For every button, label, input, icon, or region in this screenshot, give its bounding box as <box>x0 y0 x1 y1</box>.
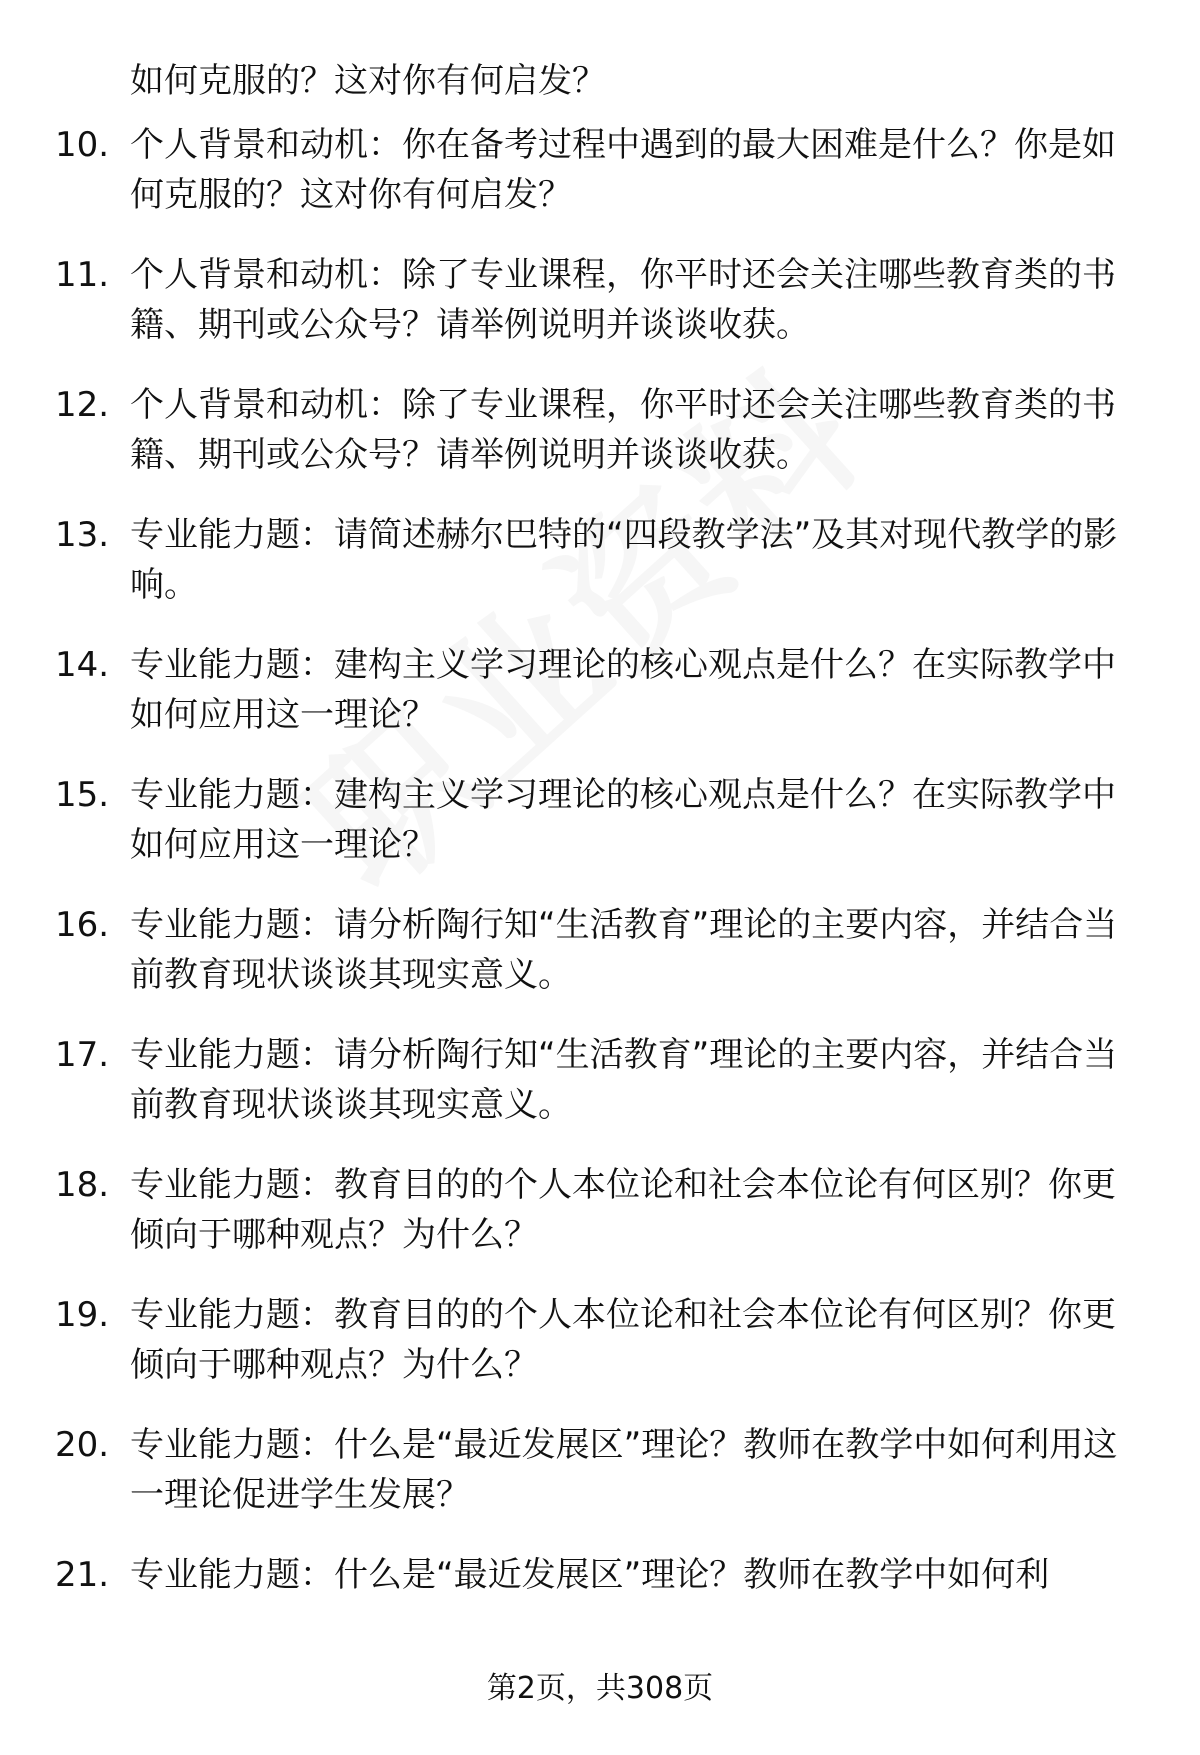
item-text: 专业能力题：请分析陶行知“生活教育”理论的主要内容，并结合当前教育现状谈谈其现实意义。 <box>130 1035 1118 1125</box>
item-number: 21. <box>55 1555 110 1595</box>
item-number: 19. <box>55 1295 110 1335</box>
item-text: 专业能力题：建构主义学习理论的核心观点是什么？在实际教学中如何应用这一理论？ <box>130 645 1116 735</box>
item-text: 专业能力题：教育目的的个人本位论和社会本位论有何区别？你更倾向于哪种观点？为什么？ <box>130 1165 1116 1255</box>
item-text: 专业能力题：请简述赫尔巴特的“四段教学法”及其对现代教学的影响。 <box>130 515 1118 605</box>
item-number: 18. <box>55 1165 110 1205</box>
item-text: 专业能力题：什么是“最近发展区”理论？教师在教学中如何利用这一理论促进学生发展？ <box>130 1425 1118 1515</box>
item-text: 专业能力题：什么是“最近发展区”理论？教师在教学中如何利 <box>130 1555 1050 1595</box>
item-number: 20. <box>55 1425 110 1465</box>
item-text: 专业能力题：请分析陶行知“生活教育”理论的主要内容，并结合当前教育现状谈谈其现实意义。 <box>130 905 1118 995</box>
item-text: 个人背景和动机：你在备考过程中遇到的最大困难是什么？你是如何克服的？这对你有何启发？ <box>130 125 1116 215</box>
item-number: 10. <box>55 125 110 165</box>
item-number: 14. <box>55 645 110 685</box>
item-number: 16. <box>55 905 110 945</box>
item-text: 个人背景和动机：除了专业课程，你平时还会关注哪些教育类的书籍、期刊或公众号？请举例说明并谈谈收获。 <box>130 255 1116 345</box>
item-number: 15. <box>55 775 110 815</box>
item-number: 13. <box>55 515 110 555</box>
item-number: 12. <box>55 385 110 425</box>
item-text: 个人背景和动机：除了专业课程，你平时还会关注哪些教育类的书籍、期刊或公众号？请举例说明并谈谈收获。 <box>130 385 1116 475</box>
item-text: 专业能力题：建构主义学习理论的核心观点是什么？在实际教学中如何应用这一理论？ <box>130 775 1116 865</box>
item-number: 11. <box>55 255 110 295</box>
page-footer: 第2页，共308页 <box>486 1671 714 1706</box>
item-number: 17. <box>55 1035 110 1075</box>
item-text: 专业能力题：教育目的的个人本位论和社会本位论有何区别？你更倾向于哪种观点？为什么？ <box>130 1295 1116 1385</box>
continuation-text: 如何克服的？这对你有何启发？ <box>130 61 606 101</box>
